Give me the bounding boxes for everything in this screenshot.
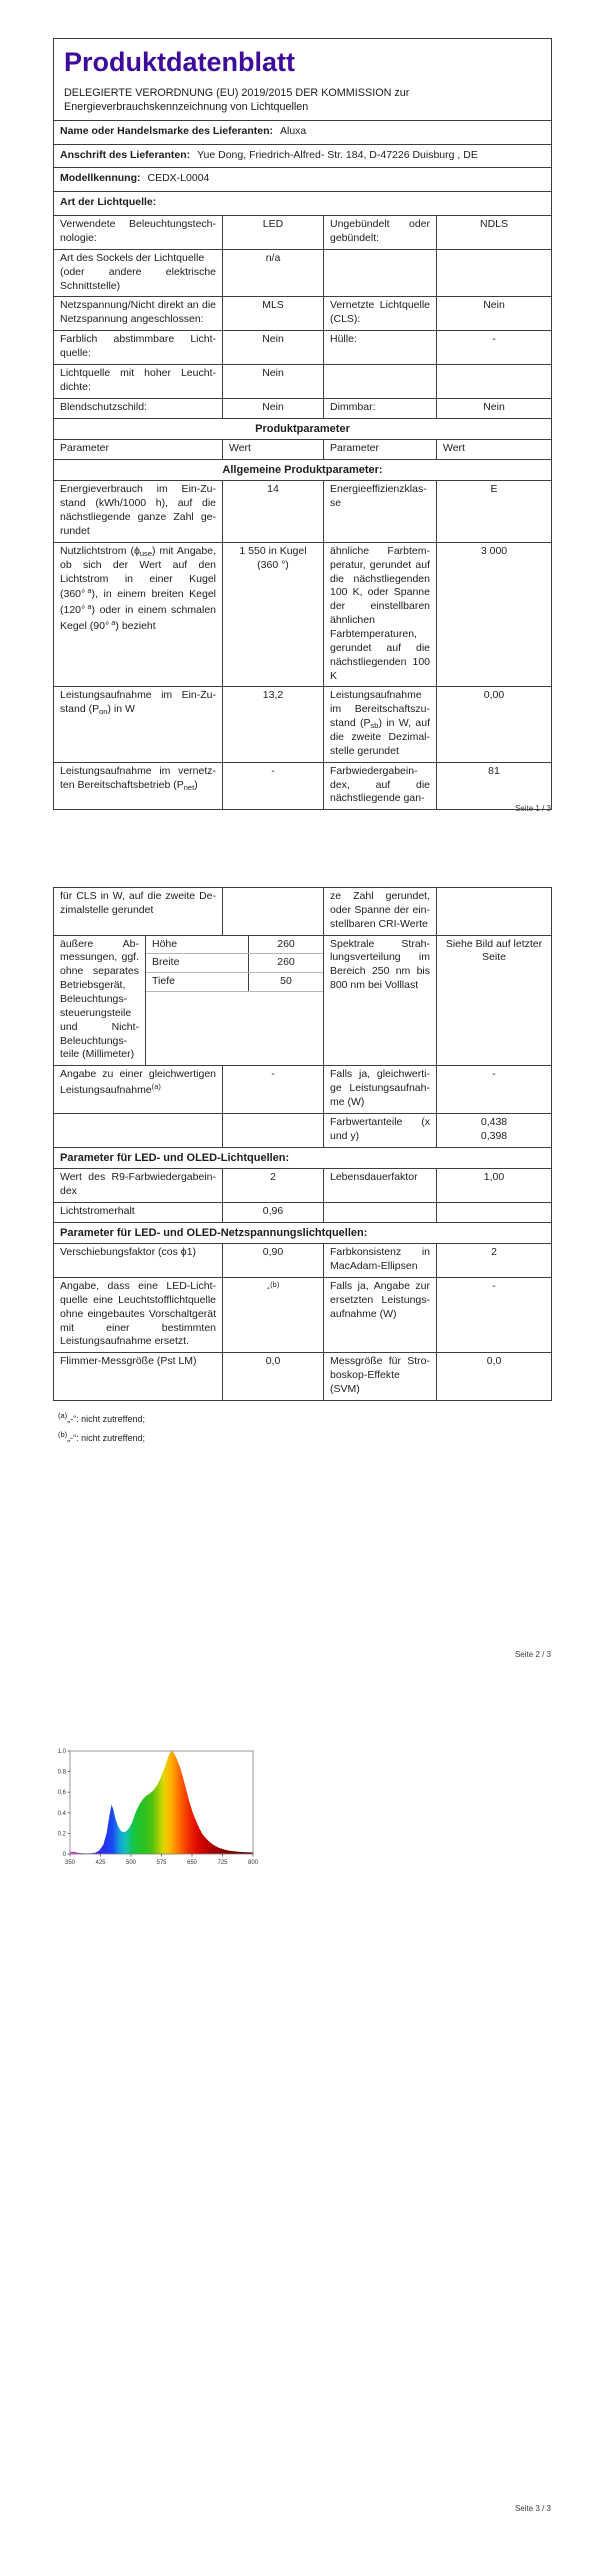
param-value: MLS [223,297,324,331]
param-label: Wert des R9-Farbwiedergabeindex [54,1169,223,1203]
param-label: Spektrale Strahlungsverteilung im Bereich 250 nm bis 800 nm bei Volllast [324,935,437,1066]
section-header-row [54,418,552,440]
param-value: NDLS [437,216,552,250]
param-label: Dimmbar: [324,398,437,418]
column-header-wert: Wert [437,440,552,460]
table-row [54,1169,552,1203]
chromaticity-x: 0,438 [480,1115,508,1128]
table-row [54,1244,552,1278]
param-label: Energieeffizienzklasse [324,481,437,542]
table-row [54,216,552,250]
table-row [54,249,552,297]
type-section-cell [54,192,552,216]
param-label [54,1113,223,1147]
section-header-row [54,459,552,481]
footnotes [53,1409,551,1448]
spectrum-svg [50,1746,262,1868]
param-value: - [223,1066,324,1114]
param-value [223,1113,324,1147]
param-value: 14 [223,481,324,542]
table-row [54,297,552,331]
model-row [54,168,552,192]
table-row [54,1202,552,1222]
table-row [54,687,552,762]
param-value [437,249,552,297]
svg-text:725: 725 [217,1860,228,1866]
column-header-parameter: Parameter [324,440,437,460]
param-value: n/a [223,249,324,297]
param-label: Leistungsaufnahme im Bereitschaftszustand $(P_{sb})$ in W, auf die zweite Dezimalstelle gerundet [324,687,437,762]
param-value: - [437,1277,552,1352]
svg-text:1.0: 1.0 [57,1749,66,1755]
svg-text:800: 800 [247,1860,259,1866]
param-label: Angabe zu einer gleichwertigen Leistungsaufnahme$^{(a)}$ [54,1066,223,1114]
supplier-cell [54,120,552,144]
dimensions-grid [54,936,323,1066]
address-label: Anschrift des Lieferanten: [60,148,191,161]
dimension-value: 50 [280,975,292,988]
param-label: Verwendete Beleuchtungstechnologie: [54,216,223,250]
param-value: 13,2 [223,687,324,762]
dimension-row-tiefe [146,973,323,992]
param-value: Nein [437,398,552,418]
type-section-row [54,192,552,216]
table-row [54,331,552,365]
dimension-value: 260 [277,937,295,950]
dimension-name: Höhe [146,936,249,954]
section-header-row [54,1147,552,1169]
datasheet-table-page1 [53,38,552,810]
page-2 [53,887,551,1448]
param-label: Energieverbrauch im Ein-Zustand (kWh/1000 h), auf die nächstliegende ganze Zahl gerundet [54,481,223,542]
param-label: Falls ja, gleichwertige Leistungsaufnahme (W) [324,1066,437,1114]
dimension-row-hoehe [146,936,323,955]
supplier-label: Name oder Handelsmarke des Lieferanten: [60,124,273,137]
param-label: Lebensdauerfaktor [324,1169,437,1203]
param-label [324,1202,437,1222]
svg-text:350: 350 [64,1860,76,1866]
param-label: Leistungsaufnahme im vernetzten Bereitschaftsbetrieb $(P_{net})$ [54,762,223,810]
dimension-name: Tiefe [146,973,249,991]
svg-text:500: 500 [125,1860,137,1866]
table-row [54,481,552,542]
param-value: 1,00 [437,1169,552,1203]
param-value: 0,00 [437,687,552,762]
param-label: Messgröße für Stroboskop-Effekte (SVM) [324,1353,437,1401]
address-value: Yue Dong, Friedrich-Alfred- Str. 184, D-47226 Duisburg , DE [197,148,478,161]
footnote-b: $^{(b)}$„-“: nicht zutreffend; [58,1430,146,1444]
param-value: -$^{(b)}$ [223,1277,324,1352]
param-value: - [437,331,552,365]
table-row [54,1277,552,1352]
param-value: 0,0 [223,1353,324,1401]
param-value: 1 550 in Kugel (360 °) [223,542,324,687]
param-value: LED [223,216,324,250]
produktparameter-header: Produktparameter [54,418,552,440]
param-value: 0,90 [223,1244,324,1278]
param-value: 2 [223,1169,324,1203]
address-row [54,144,552,168]
svg-text:650: 650 [186,1860,198,1866]
table-row [54,888,552,936]
supplier-value: Aluxa [280,124,307,137]
param-value: 2 [437,1244,552,1278]
param-label: Art des Sockels der Lichtquelle (oder andere elektrische Schnittstelle) [54,249,223,297]
param-value: 0,96 [223,1202,324,1222]
datasheet-table-page2 [53,887,552,1401]
param-value: 0,0 [437,1353,552,1401]
table-row [54,1066,552,1114]
page-number-3: Seite 3 / 3 [514,2504,551,2513]
dimension-name: Breite [146,954,249,972]
svg-text:425: 425 [95,1860,106,1866]
column-header-row [54,440,552,460]
footnote-a: $^{(a)}$„-“: nicht zutreffend; [58,1410,146,1424]
chromaticity-y: 0,398 [480,1129,508,1142]
column-header-parameter: Parameter [54,440,223,460]
title-cell [54,39,552,121]
param-label: ähnliche Farbtemperatur, gerundet auf die nächstliegenden 100 K, oder Spanne der einstellbaren ähnlichen Farbtemperaturen, gerundet auf die nächstliegenden 100 K [324,542,437,687]
table-row [54,542,552,687]
dimension-value: 260 [277,956,295,969]
param-value [437,888,552,936]
param-label: Farbkonsistenz in MacAdam-Ellipsen [324,1244,437,1278]
param-label: Netzspannung/Nicht direkt an die Netzspannung angeschlossen: [54,297,223,331]
param-label: Leistungsaufnahme im Ein-Zustand $(P_{on})$ in W [54,687,223,762]
svg-text:0.8: 0.8 [57,1769,66,1776]
param-value: - [437,1066,552,1114]
svg-text:0.6: 0.6 [57,1790,66,1797]
param-label [324,364,437,398]
svg-text:0.2: 0.2 [57,1831,66,1838]
param-value [437,1113,552,1147]
param-value: 81 [437,762,552,810]
param-label: Angabe, dass eine LED-Lichtquelle eine Leuchtstofflichtquelle ohne eingebautes Vorschaltgerät mit einer bestimmten Leistungsaufnahme ersetzt. [54,1277,223,1352]
dimensions-label: äußere Abmessungen, ggf. ohne separates Betriebsgerät, Beleuchtungssteuerungsteile und Nicht-Beleuchtungsteile (Millimeter) [54,936,146,1066]
param-label: ze Zahl gerundet, oder Spanne der einstellbaren CRI-Werte [324,888,437,936]
page-number-2: Seite 2 / 3 [514,1650,551,1659]
param-label: Farblich abstimmbare Lichtquelle: [54,331,223,365]
address-cell [54,144,552,168]
param-value: 3 000 [437,542,552,687]
dimensions-cell [54,935,324,1066]
allgemeine-header: Allgemeine Produktparameter: [54,459,552,481]
param-value: Siehe Bild auf letzter Seite [437,935,552,1066]
param-value: Nein [223,331,324,365]
table-row [54,1353,552,1401]
param-value: - [223,762,324,810]
param-value: E [437,481,552,542]
param-label: Flimmer-Messgröße (Pst LM) [54,1353,223,1401]
param-label: für CLS in W, auf die zweite Dezimalstelle gerundet [54,888,223,936]
param-label: Nutzlichtstrom $(\phi_{use})$ mit Angabe, ob sich der Wert auf den Lichtstrom in einer Kugel (360° $^a$), in einem breiten Kegel (120° $^a$) oder in einem schmalen Kegel (90° $^a$) bezieht [54,542,223,687]
table-row [54,398,552,418]
regulation-subtitle: DELEGIERTE VERORDNUNG (EU) 2019/2015 DER KOMMISSION zur Energieverbrauchskennzeichnung von Lichtquellen [64,86,410,114]
param-value [437,1202,552,1222]
title-row [54,39,552,121]
param-value [223,888,324,936]
svg-text:575: 575 [156,1860,167,1866]
param-label: Lichtstromerhalt [54,1202,223,1222]
dimension-row-breite [146,954,323,973]
svg-text:0.4: 0.4 [57,1810,66,1817]
param-value: Nein [223,364,324,398]
dimensions-subtable [146,936,323,1066]
led-oled-section-header: Parameter für LED- und OLED-Lichtquellen: [54,1147,552,1169]
spectrum-plot-area [58,1749,259,1866]
spectral-power-distribution-chart [50,1746,262,1868]
table-row [54,364,552,398]
type-section-label: Art der Lichtquelle: [60,196,157,209]
table-row [54,762,552,810]
dimensions-row [54,935,552,1066]
svg-text:0: 0 [62,1852,66,1858]
column-header-wert: Wert [223,440,324,460]
param-label: Verschiebungsfaktor (cos ϕ1) [54,1244,223,1278]
param-value: Nein [437,297,552,331]
param-label [324,249,437,297]
param-label: Falls ja, Angabe zur ersetzten Leistungsaufnahme (W) [324,1277,437,1352]
model-cell [54,168,552,192]
page-title: Produktdatenblatt [64,47,296,77]
mains-section-header: Parameter für LED- und OLED-Netzspannungslichtquellen: [54,1222,552,1244]
table-row [54,1113,552,1147]
param-label: Ungebündelt oder gebündelt: [324,216,437,250]
param-label: Lichtquelle mit hoher Leuchtdichte: [54,364,223,398]
page-number-1: Seite 1 / 3 [514,804,551,813]
param-value [437,364,552,398]
param-label: Farbwertanteile (x und y) [324,1113,437,1147]
param-label: Blendschutzschild: [54,398,223,418]
model-label: Modellkennung: [60,172,141,185]
param-value: Nein [223,398,324,418]
param-label: Vernetzte Lichtquelle (CLS): [324,297,437,331]
param-label: Farbwiedergabeindex, auf die nächstliegende gan- [324,762,437,810]
param-label: Hülle: [324,331,437,365]
section-header-row [54,1222,552,1244]
model-value: CEDX-L0004 [147,172,210,185]
supplier-row [54,120,552,144]
page-1 [53,38,551,810]
